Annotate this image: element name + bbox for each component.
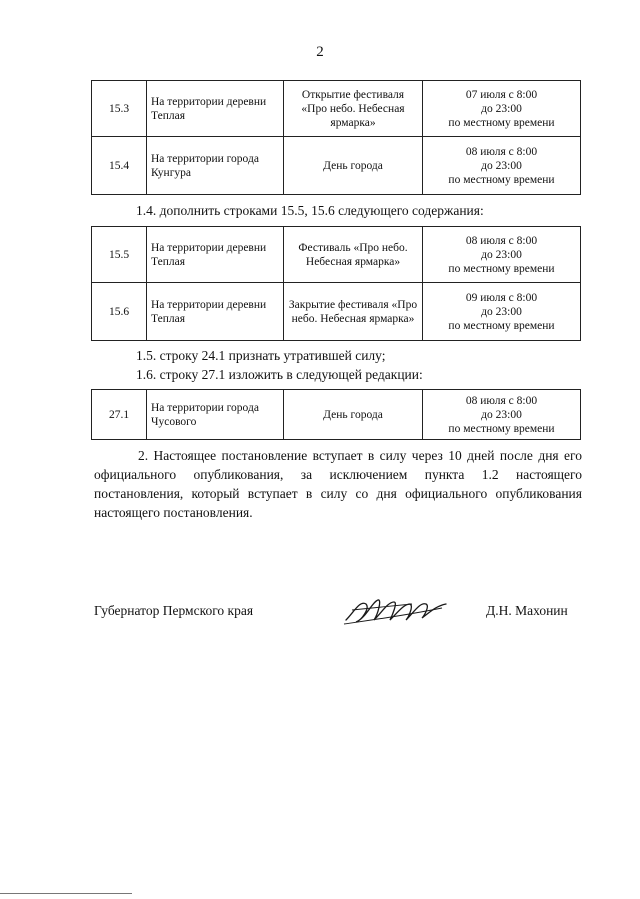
row-number: 15.4: [92, 137, 147, 195]
schedule-table-2: [91, 226, 581, 341]
schedule-table-1: [91, 80, 581, 195]
time-zone: по местному времени: [448, 173, 555, 186]
row-number: 15.6: [92, 283, 147, 341]
time-zone: по местному времени: [448, 422, 555, 435]
time-start: 08 июля с 8:00: [465, 394, 538, 407]
row-place: На территории деревни Теплая: [147, 283, 284, 341]
time-start: 08 июля с 8:00: [465, 145, 538, 158]
row-event: Фестиваль «Про небо. Небесная ярмарка»: [284, 227, 423, 283]
page-number: 2: [316, 44, 324, 60]
row-event: День города: [284, 137, 423, 195]
time-start: 09 июля с 8:00: [465, 291, 538, 304]
row-number: 27.1: [92, 390, 147, 440]
row-time: [423, 283, 581, 341]
paragraph-1-5: 1.5. строку 24.1 признать утратившей силу;: [136, 348, 386, 363]
signatory-name: Д.Н. Махонин: [486, 603, 568, 618]
footer-rule: [0, 893, 132, 894]
table-row: [92, 81, 581, 137]
row-number: 15.3: [92, 81, 147, 137]
paragraph-1-4: 1.4. дополнить строками 15.5, 15.6 следующего содержания:: [136, 203, 484, 218]
table-row: [92, 283, 581, 341]
row-place: На территории деревни Теплая: [147, 81, 284, 137]
row-time: [423, 390, 581, 440]
handwritten-signature: [342, 590, 452, 635]
schedule-table-3: [91, 389, 581, 440]
time-end: до 23:00: [481, 305, 522, 318]
row-time: [423, 81, 581, 137]
paragraph-1-6: 1.6. строку 27.1 изложить в следующей редакции:: [136, 367, 423, 382]
row-time: [423, 137, 581, 195]
row-time: [423, 227, 581, 283]
row-event: Закрытие фестиваля «Про небо. Небесная ярмарка»: [284, 283, 423, 341]
row-place: На территории деревни Теплая: [147, 227, 284, 283]
paragraph-2: 2. Настоящее постановление вступает в силу через 10 дней после дня его официального опубликования, за исключением пункта 1.2 настоящего постановления, который вступает в силу со дня официального опубликования настоящего постановления.: [94, 448, 582, 520]
row-place: На территории города Чусового: [147, 390, 284, 440]
time-zone: по местному времени: [448, 116, 555, 129]
row-event: День города: [284, 390, 423, 440]
time-start: 07 июля с 8:00: [465, 88, 538, 101]
row-place: На территории города Кунгура: [147, 137, 284, 195]
time-start: 08 июля с 8:00: [465, 234, 538, 247]
table-row: [92, 390, 581, 440]
table-row: [92, 137, 581, 195]
row-number: 15.5: [92, 227, 147, 283]
time-end: до 23:00: [481, 102, 522, 115]
signatory-title: Губернатор Пермского края: [94, 603, 254, 618]
time-end: до 23:00: [481, 248, 522, 261]
time-zone: по местному времени: [448, 319, 555, 332]
table-row: [92, 227, 581, 283]
time-end: до 23:00: [481, 159, 522, 172]
time-zone: по местному времени: [448, 262, 555, 275]
row-event: Открытие фестиваля «Про небо. Небесная ярмарка»: [284, 81, 423, 137]
time-end: до 23:00: [481, 408, 522, 421]
